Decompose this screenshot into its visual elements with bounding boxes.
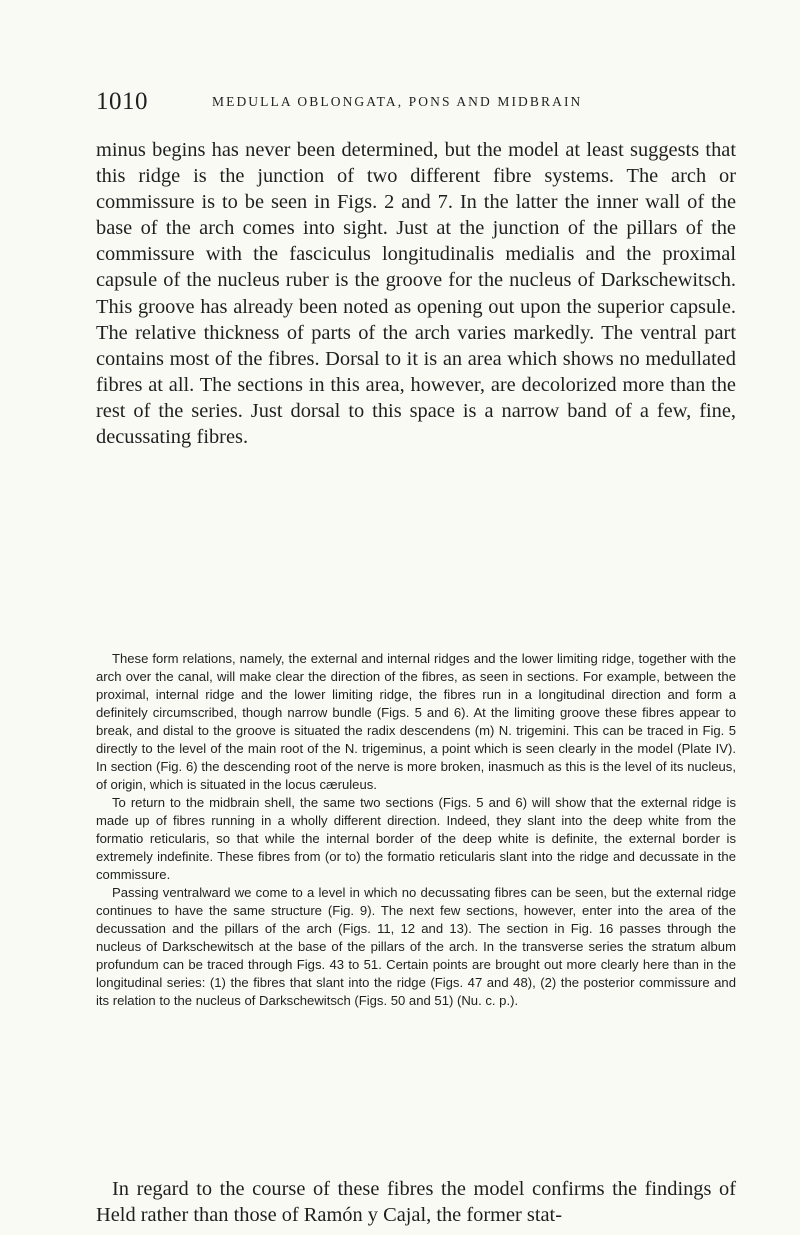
page-number: 1010 <box>96 88 148 115</box>
small-paragraph-3: Passing ventralward we come to a level in which no decussating fibres can be seen, but the external ridge continues to have the same structure (Fig. 9). The next few sections, however, enter into the area of the decussation and the pillars of the arch (Figs. 11, 12 and 13). The section in Fig. 16 passes through the nucleus of Darkschewitsch at the base of the pillars of the arch. In the transverse series the stratum album profundum can be traced through Figs. 43 to 51. Certain points are brought out more clearly here than in the longitudinal series: (1) the fibres that slant into the ridge (Figs. 47 and 48), (2) the posterior commissure and its relation to the nucleus of Darkschewitsch (Figs. 50 and 51) (Nu. c. p.). <box>96 885 736 1008</box>
body-paragraph-last: In regard to the course of these fibres the model confirms the findings of Held rather than those of Ramón y Cajal, the former stat- <box>96 1178 736 1227</box>
body-paragraph-1: minus begins has never been determined, but the model at least suggests that this ridge is the junction of two different fibre systems. The arch or commissure is to be seen in Figs. 2 and 7. In the latter the inner wall of the base of the arch comes into sight. Just at the junction of the pillars of the commissure with the fasciculus longitudinalis medialis and the proximal capsule of the nucleus ruber is the groove for the nucleus of Darkschewitsch. This groove has already been noted as opening out upon the superior capsule. The relative thickness of parts of the arch varies markedly. The ventral part contains most of the fibres. Dorsal to it is an area which shows no medullated fibres at all. The sections in this area, however, are decolorized more than the rest of the series. Just dorsal to this space is a narrow band of a few, fine, decussating fibres. <box>96 139 736 449</box>
small-paragraph-2: To return to the midbrain shell, the same two sections (Figs. 5 and 6) will show that the external ridge is made up of fibres running in a wholly different direction. Indeed, they slant into the deep white from the formatio reticularis, so that while the internal border of the deep white is definite, the external border is extremely indefinite. These fibres from (or to) the formatio reticularis slant into the ridge and decussate in the commissure. <box>96 795 736 882</box>
running-head: MEDULLA OBLONGATA, PONS AND MIDBRAIN <box>212 94 583 109</box>
page-header <box>96 88 736 120</box>
small-print-block <box>96 650 736 1010</box>
small-paragraph-1: These form relations, namely, the external and internal ridges and the lower limiting ridge, together with the arch over the canal, will make clear the direction of the fibres, as seen in sections. For example, between the proximal, internal ridge and the lower limiting ridge, the fibres run in a longitudinal direction and form a definitely circumscribed, though narrow bundle (Figs. 5 and 6). At the limiting groove these fibres appear to break, and distal to the groove is situated the radix descendens (m) N. trigemini. This can be traced in Fig. 5 directly to the level of the main root of the N. trigeminus, a point which is seen clearly in the model (Plate IV). In section (Fig. 6) the descending root of the nerve is more broken, inasmuch as this is the level of its nucleus, of origin, which is situated in the locus cæruleus. <box>96 651 736 792</box>
